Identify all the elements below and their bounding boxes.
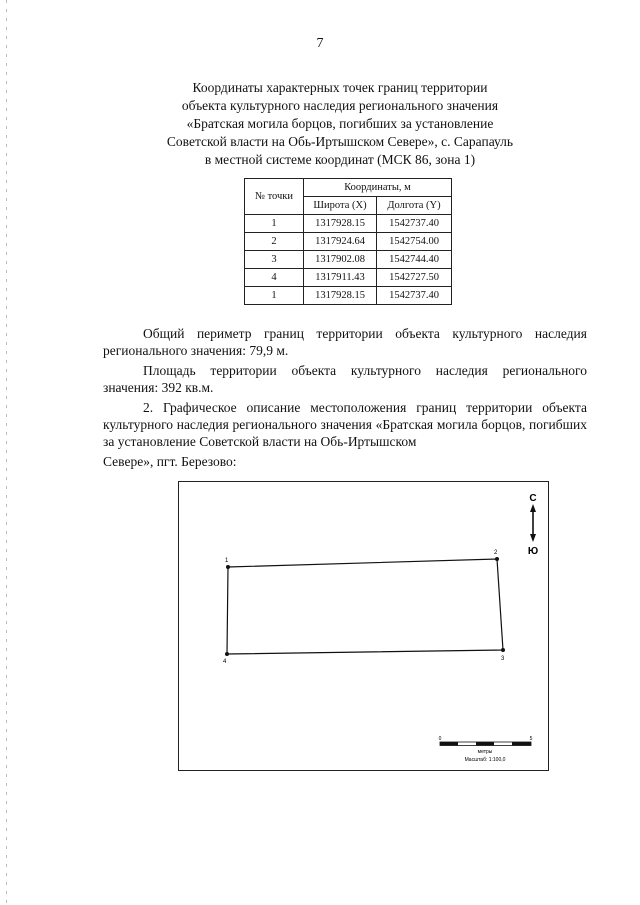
boundary-point-marker bbox=[225, 652, 229, 656]
south-label: Ю bbox=[527, 546, 539, 557]
heading-line: в местной системе координат (МСК 86, зона 1) bbox=[204, 152, 476, 167]
table-row bbox=[245, 233, 452, 251]
point-label: 4 bbox=[223, 659, 227, 665]
coordinates-table bbox=[244, 178, 452, 305]
heading-line: Советской власти на Обь-Иртышском Севере», с. Сарапауль bbox=[166, 134, 514, 149]
table-header-row bbox=[245, 179, 452, 197]
area-text: Площадь территории объекта культурного наследия регионального значения: 392 кв.м. bbox=[103, 363, 587, 395]
point-number-cell: 1 bbox=[245, 287, 304, 305]
latitude-cell: 1317928.15 bbox=[304, 287, 377, 305]
point-label: 1 bbox=[225, 558, 229, 564]
table-row bbox=[245, 269, 452, 287]
territory-boundary bbox=[227, 559, 503, 654]
point-label: 3 bbox=[501, 656, 505, 662]
latitude-cell: 1317911.43 bbox=[304, 269, 377, 287]
longitude-cell: 1542737.40 bbox=[377, 215, 452, 233]
scale-unit-label: метры bbox=[477, 749, 493, 755]
boundary-map bbox=[178, 481, 549, 771]
heading-line: «Братская могила борцов, погибших за установление bbox=[186, 116, 494, 131]
point-number-cell: 4 bbox=[245, 269, 304, 287]
boundary-point-marker bbox=[501, 648, 505, 652]
header-longitude: Долгота (Y) bbox=[377, 197, 452, 215]
north-label: С bbox=[529, 493, 537, 504]
scale-end-label: 5 bbox=[529, 736, 533, 742]
north-arrow-icon bbox=[528, 493, 538, 557]
header-latitude: Широта (X) bbox=[304, 197, 377, 215]
boundary-point-marker bbox=[226, 565, 230, 569]
point-number-cell: 2 bbox=[245, 233, 304, 251]
latitude-cell: 1317928.15 bbox=[304, 215, 377, 233]
latitude-cell: 1317924.64 bbox=[304, 233, 377, 251]
scan-edge-line bbox=[6, 0, 7, 905]
scale-bar bbox=[439, 736, 533, 763]
perimeter-paragraph bbox=[103, 325, 587, 470]
longitude-cell: 1542744.40 bbox=[377, 251, 452, 269]
table-row bbox=[245, 287, 452, 305]
header-coordinates: Координаты, м bbox=[304, 179, 452, 197]
longitude-cell: 1542727.50 bbox=[377, 269, 452, 287]
point-number-cell: 3 bbox=[245, 251, 304, 269]
section-heading bbox=[120, 79, 560, 169]
table-row bbox=[245, 215, 452, 233]
scale-start-label: 0 bbox=[438, 736, 442, 742]
section-2-tail: Севере», пгт. Березово: bbox=[103, 454, 237, 469]
boundary-point-marker bbox=[495, 557, 499, 561]
section-2-text: 2. Графическое описание местоположения границ территории объекта культурного наследия регионального значения «Братская могила борцов, погибших за установление Советской власти на Обь-Иртышском bbox=[103, 400, 587, 449]
page-number: 7 bbox=[316, 36, 324, 51]
header-point-number: № точки bbox=[245, 179, 304, 215]
table-row bbox=[245, 251, 452, 269]
boundary-map-drawing bbox=[179, 482, 548, 770]
point-label: 2 bbox=[494, 550, 498, 556]
longitude-cell: 1542754.00 bbox=[377, 233, 452, 251]
heading-line: Координаты характерных точек границ территории bbox=[192, 80, 488, 95]
scale-ratio-label: Масштаб: 1:100,0 bbox=[464, 757, 506, 763]
latitude-cell: 1317902.08 bbox=[304, 251, 377, 269]
heading-line: объекта культурного наследия регионального значения bbox=[181, 98, 499, 113]
perimeter-text: Общий периметр границ территории объекта культурного наследия регионального значения: 79,9 м. bbox=[103, 326, 587, 358]
longitude-cell: 1542737.40 bbox=[377, 287, 452, 305]
point-number-cell: 1 bbox=[245, 215, 304, 233]
